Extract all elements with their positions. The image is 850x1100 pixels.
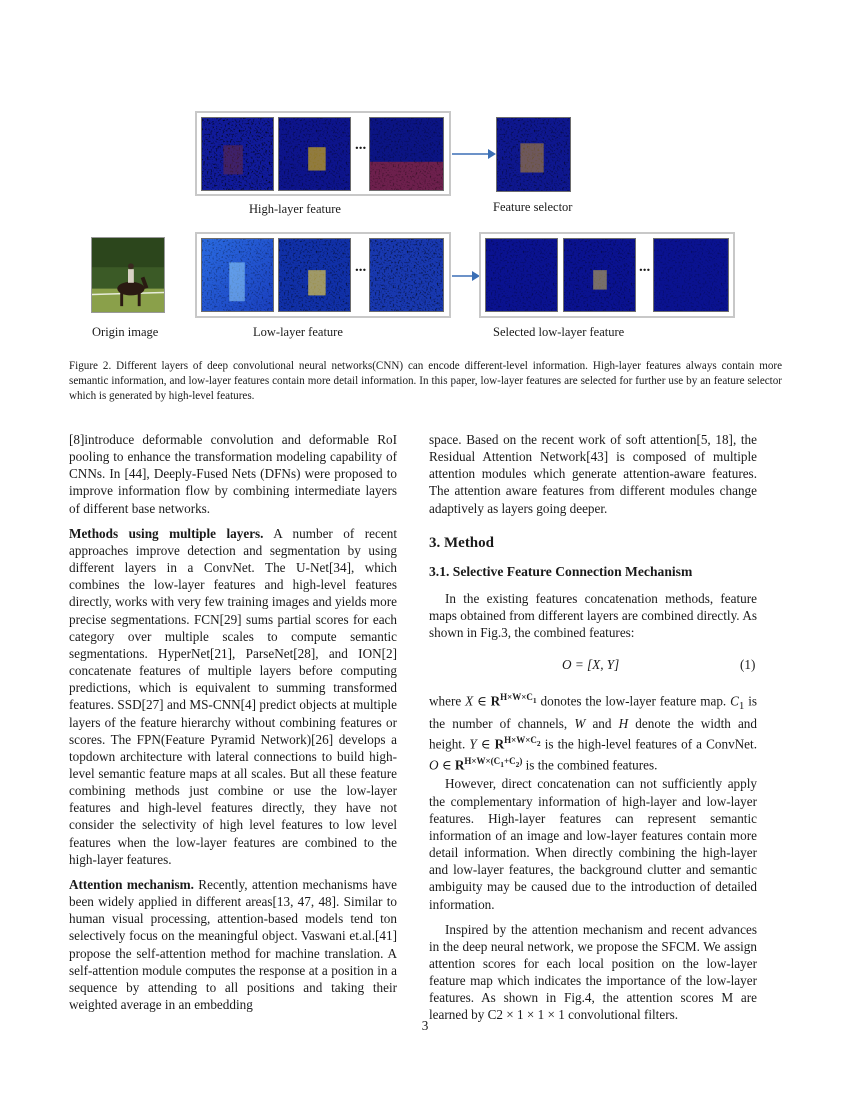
origin-image <box>91 237 165 313</box>
low-layer-feature-map-1 <box>201 238 274 312</box>
left-paragraph-3 <box>69 876 397 1013</box>
arrow-to-selector <box>452 148 496 160</box>
high-layer-feature-map-2 <box>278 117 351 191</box>
left-paragraph-2-body: A number of recent approaches improve detection and segmentation by using different layers in a ConvNet. The U-Net[34], which combines the low-layer features and high-level features directly, works with very few training images and yields more precise segmentations. FCN[29] sums partial scores for each category over multiple scales to compute semantic segmentations. HyperNet[21], ParseNet[28], and ION[2] concatenate features of multiple layers before computing predictions, which is equivalent to summing transformed features. SSD[27] and MS-CNN[4] predict objects at multiple layers of the feature hierarchy without combining features or scores. The FPN(Feature Pyramid Network)[26] develops a topdown architecture with lateral connections to build high-level semantic feature maps at all scales. But all these feature combining methods just combine or use the low-layer features and high-level features directly, they have not consider the selectivity of high level features to low level features when the low-layer features are combined to the high-layer features. <box>69 525 397 867</box>
heading-multiple-layers: Methods using multiple layers. <box>69 525 264 541</box>
label-low-layer: Low-layer feature <box>253 325 343 339</box>
figure-caption: Figure 2. Different layers of deep convolutional neural networks(CNN) can encode different-level information. High-layer features always contain more semantic information, and low-layer features contain more detail information. In this paper, low-layer features are selected for further use by an feature selector which is generated by high-level features. <box>69 360 782 402</box>
feature-selector-map <box>496 117 571 192</box>
selected-feature-map-3 <box>653 238 729 312</box>
section-title-method: 3. Method <box>429 535 494 551</box>
right-column-body-2 <box>429 689 757 1024</box>
ellipsis-selected: ... <box>639 259 651 275</box>
low-layer-feature-map-3 <box>369 238 444 312</box>
ellipsis-low: ... <box>355 259 367 275</box>
left-paragraph-3-body: Recently, attention mechanisms have been widely applied in different areas[13, 47, 48]. Similar to human visual processing, attention-based models tend ton selectively focus on the meaningful object. Vaswani et.al.[41] propose the self-attention method for machine translation. A self-attention module computes the response at a position in a sequence by attending to all positions and taking their weighted average in an embedding <box>69 876 397 1012</box>
right-paragraph-4: However, direct concatenation can not sufficiently apply the complementary information of high-layer and low-layer features. High-layer features can represent semantic information of an image and low-layer features contain more detail information. When directly combining the high-layer and low-layer features, the background clutter and semantic ambiguity may be caused due to the introduction of detailed information. <box>429 776 757 912</box>
equation-1: O = [X, Y] <box>562 657 620 672</box>
right-paragraph-5: Inspired by the attention mechanism and recent advances in the deep neural network, we propose the SFCM. We assign attention scores for each local position on the low-layer feature map which indicates the importance of the low-layer features. As shown in Fig.4, the attention scores M are learned by C2 × 1 × 1 × 1 convolutional filters. <box>429 921 757 1023</box>
equation-number-1: (1) <box>740 657 756 672</box>
label-selected-low-layer: Selected low-layer feature <box>493 325 625 339</box>
left-column <box>69 431 397 1013</box>
subsection-title-sfcm: 3.1. Selective Feature Connection Mechanism <box>429 564 693 579</box>
right-column-body-1 <box>429 590 757 641</box>
low-layer-feature-map-2 <box>278 238 351 312</box>
label-high-layer: High-layer feature <box>249 202 341 216</box>
label-origin-image: Origin image <box>92 325 159 339</box>
page-number: 3 <box>421 1018 429 1033</box>
right-paragraph-2: In the existing features concatenation methods, feature maps obtained from different layers are combined directly. As shown in Fig.3, the combined features: <box>429 591 757 641</box>
left-paragraph-2 <box>69 525 397 868</box>
selected-feature-map-1 <box>485 238 558 312</box>
left-paragraph-1: [8]introduce deformable convolution and deformable RoI pooling to enhance the transformation modeling capability of CNNs. In [44], Deeply-Fused Nets (DFNs) were proposed to improve information flow by combining intermediate layers of different base networks. <box>69 432 397 516</box>
arrow-to-selected <box>452 270 480 282</box>
high-layer-feature-map-3 <box>369 117 444 191</box>
heading-attention-mechanism: Attention mechanism. <box>69 876 194 892</box>
right-paragraph-1: space. Based on the recent work of soft attention[5, 18], the Residual Attention Network[43] is composed of multiple attention modules which generate attention-aware features. The attention aware features from different modules change adaptively as layers going deeper. <box>429 432 757 516</box>
selected-feature-map-2 <box>563 238 636 312</box>
right-paragraph-3: where X ∈ $R^{H\times W\times C_1}$ donotes the low-layer feature map. $C_1$ is the number of channels, W and H denote the width and height. Y ∈ $R^{H\times W\times C_2}$ is the high-level features of a ConvNet. O ∈ $R^{H\times W\times(C_1+C_2)}$ is the combined features. <box>429 692 758 773</box>
high-layer-feature-map-1 <box>201 117 274 191</box>
ellipsis-high: ... <box>355 137 367 153</box>
label-feature-selector: Feature selector <box>493 200 573 214</box>
right-column-top <box>429 431 757 517</box>
